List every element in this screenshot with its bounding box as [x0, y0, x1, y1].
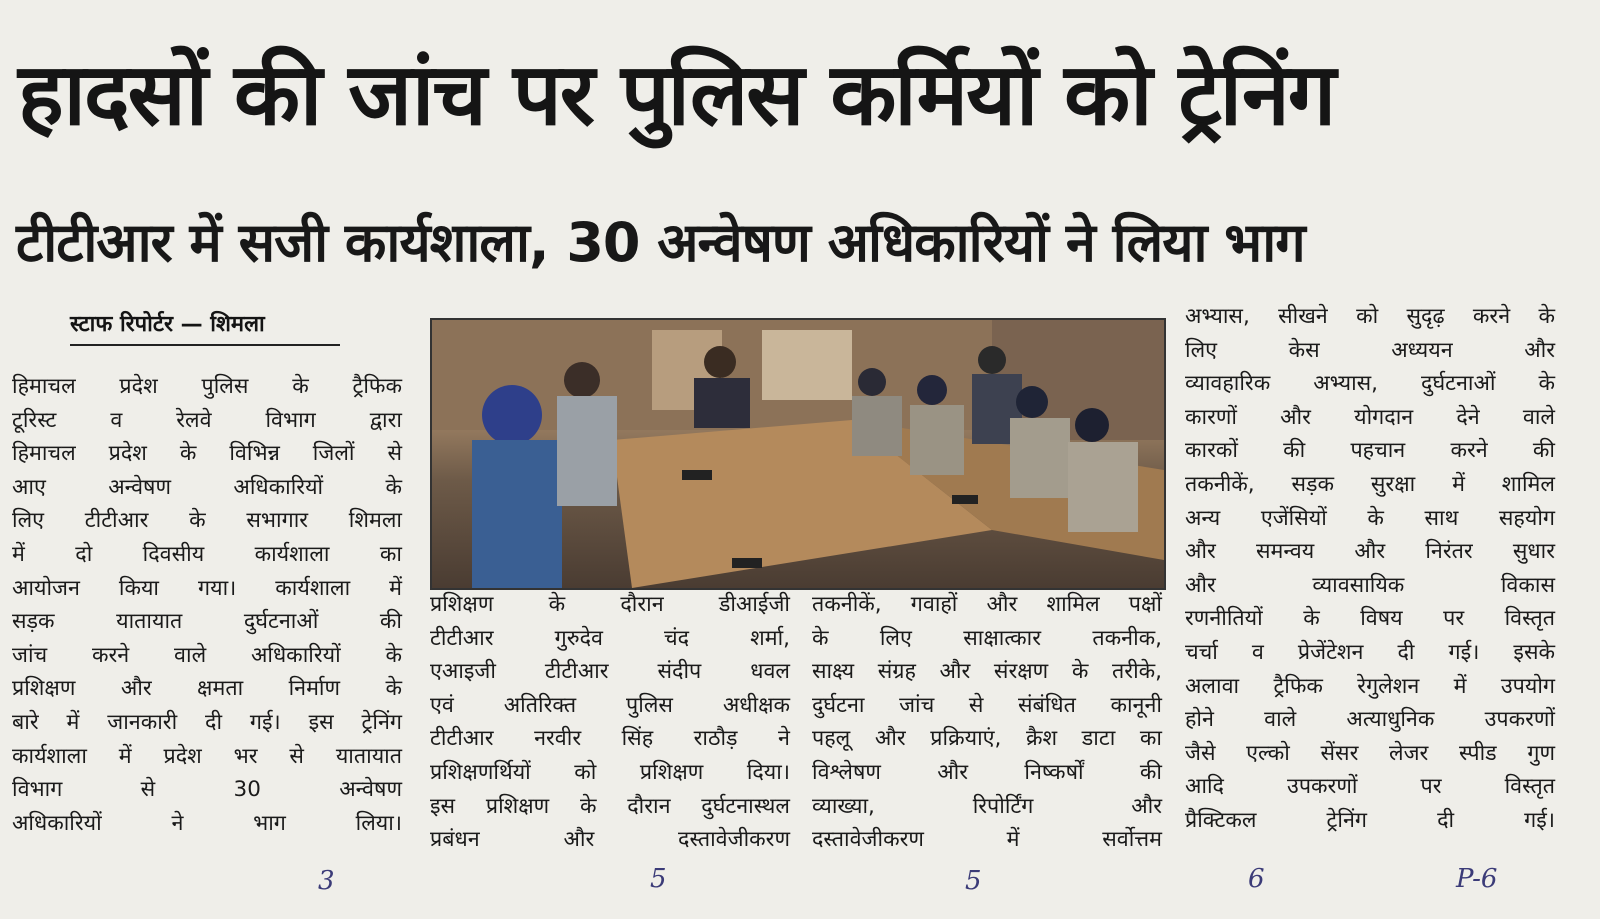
photo-microphone — [952, 495, 978, 504]
article-line: लिए केस अध्ययन और — [1185, 337, 1555, 363]
photo-person — [694, 378, 750, 428]
article-line: अधिकारियों ने भाग लिया। — [12, 810, 402, 836]
headline: हादसों की जांच पर पुलिस कर्मियों को ट्रेनिंग — [18, 45, 1335, 145]
article-line: कारणों और योगदान देने वाले — [1185, 404, 1555, 430]
handwritten-mark: P-6 — [1456, 864, 1498, 894]
article-column-2 — [430, 588, 790, 857]
article-line: व्याख्या, रिपोर्टिंग और — [812, 793, 1162, 819]
photo-person — [852, 396, 902, 456]
photo-person — [1016, 386, 1048, 418]
article-line: एआइजी टीटीआर संदीप धवल — [430, 659, 790, 685]
article-line: आयोजन किया गया। कार्यशाला में — [12, 575, 402, 601]
photo-microphone — [732, 558, 762, 568]
article-line: चर्चा व प्रेजेंटेशन दी गई। इसके — [1185, 639, 1555, 665]
article-line: के लिए साक्षात्कार तकनीक, — [812, 625, 1162, 651]
handwritten-mark: 3 — [318, 866, 335, 896]
photo-person — [917, 375, 947, 405]
photo-person — [1068, 442, 1138, 532]
article-line: पहलू और प्रक्रियाएं, क्रैश डाटा का — [812, 726, 1162, 752]
handwritten-mark: 6 — [1248, 864, 1265, 894]
handwritten-mark: 5 — [965, 866, 982, 896]
article-line: एवं अतिरिक्त पुलिस अधीक्षक — [430, 692, 790, 718]
article-line: अभ्यास, सीखने को सुदृढ़ करने के — [1185, 304, 1555, 329]
article-line: जैसे एल्को सेंसर लेजर स्पीड गुण — [1185, 740, 1555, 766]
article-line: विश्लेषण और निष्कर्षों की — [812, 759, 1162, 785]
photo-person — [564, 362, 600, 398]
article-line: लिए टीटीआर के सभागार शिमला — [12, 508, 402, 534]
photo-person — [557, 396, 617, 506]
article-line: दस्तावेजीकरण में सर्वोत्तम — [812, 827, 1162, 853]
article-line: बारे में जानकारी दी गई। इस ट्रेनिंग — [12, 709, 402, 735]
article-line: आदि उपकरणों पर विस्तृत — [1185, 774, 1555, 800]
article-line: होने वाले अत्याधुनिक उपकरणों — [1185, 707, 1555, 733]
subheadline: टीटीआर में सजी कार्यशाला, 30 अन्वेषण अधिकारियों ने लिया भाग — [16, 211, 1305, 274]
article-line: आए अन्वेषण अधिकारियों के — [12, 474, 402, 500]
photo-person — [858, 368, 886, 396]
article-line: जांच करने वाले अधिकारियों के — [12, 642, 402, 668]
article-line: इस प्रशिक्षण के दौरान दुर्घटनास्थल — [430, 793, 790, 819]
article-line: और समन्वय और निरंतर सुधार — [1185, 539, 1555, 565]
article-line: प्रैक्टिकल ट्रेनिंग दी गई। — [1185, 807, 1555, 833]
photo-person — [1010, 418, 1070, 498]
byline: स्टाफ रिपोर्टर — शिमला — [70, 310, 340, 346]
photo-person — [704, 346, 736, 378]
training-room-photo — [432, 320, 1164, 588]
article-line: प्रबंधन और दस्तावेजीकरण — [430, 827, 790, 853]
photo-person — [472, 440, 562, 588]
article-line: कार्यशाला में प्रदेश भर से यातायात — [12, 743, 402, 769]
article-line: व्यावहारिक अभ्यास, दुर्घटनाओं के — [1185, 371, 1555, 397]
article-line: अन्य एजेंसियों के साथ सहयोग — [1185, 505, 1555, 531]
article-line: तकनीकें, गवाहों और शामिल पक्षों — [812, 592, 1162, 617]
article-line: प्रशिक्षण और क्षमता निर्माण के — [12, 676, 402, 702]
photo-window — [762, 330, 852, 400]
article-line: हिमाचल प्रदेश पुलिस के ट्रैफिक — [12, 374, 402, 399]
article-line: हिमाचल प्रदेश के विभिन्न जिलों से — [12, 441, 402, 467]
photo-person — [1075, 408, 1109, 442]
article-line: दुर्घटना जांच से संबंधित कानूनी — [812, 692, 1162, 718]
article-line: टीटीआर नरवीर सिंह राठौड़ ने — [430, 726, 790, 752]
photo-microphone — [682, 470, 712, 480]
photo-person — [978, 346, 1006, 374]
article-line: टूरिस्ट व रेलवे विभाग द्वारा — [12, 407, 402, 433]
article-line: प्रशिक्षण के दौरान डीआईजी — [430, 592, 790, 617]
article-line: टीटीआर गुरुदेव चंद शर्मा, — [430, 625, 790, 651]
article-line: रणनीतियों के विषय पर विस्तृत — [1185, 606, 1555, 632]
article-line: में दो दिवसीय कार्यशाला का — [12, 541, 402, 567]
handwritten-mark: 5 — [650, 864, 667, 894]
photo-person — [910, 405, 964, 475]
article-line: प्रशिक्षणर्थियों को प्रशिक्षण दिया। — [430, 759, 790, 785]
article-column-4 — [1185, 300, 1555, 838]
article-line: अलावा ट्रैफिक रेगुलेशन में उपयोग — [1185, 673, 1555, 699]
article-column-3 — [812, 588, 1162, 857]
article-line: तकनीकें, सड़क सुरक्षा में शामिल — [1185, 471, 1555, 497]
article-column-1 — [12, 370, 402, 840]
article-line: साक्ष्य संग्रह और संरक्षण के तरीके, — [812, 659, 1162, 685]
article-line: विभाग से 30 अन्वेषण — [12, 777, 402, 803]
article-line: सड़क यातायात दुर्घटनाओं की — [12, 609, 402, 635]
article-line: और व्यावसायिक विकास — [1185, 572, 1555, 598]
photo-person — [482, 385, 542, 445]
article-line: कारकों की पहचान करने की — [1185, 438, 1555, 464]
news-photo — [430, 318, 1166, 590]
